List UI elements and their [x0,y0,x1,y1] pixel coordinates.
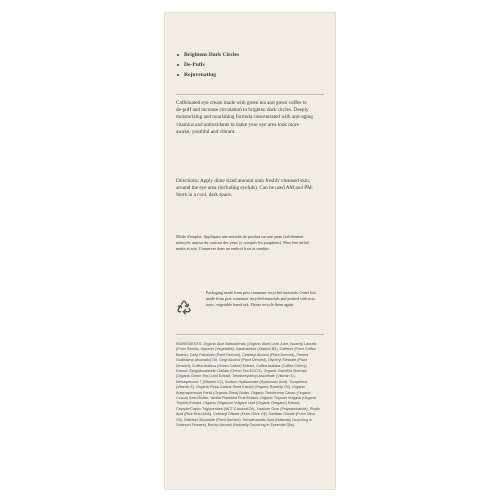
recycle-icon [176,299,192,315]
description-text: Caffeinated eye cream made with green tea and green coffee to de-puff and increase circulation to brighten dark circles. Deeply moisturizing and nourishing formula concentrated with anti-aging vitamins and antioxidants to make your eye area look more awake, youthful and vibrant. [176,100,313,135]
divider [176,334,324,335]
product-panel [164,12,336,490]
ingredients-text: INGREDIENTS: Organic Aloe Barbadensis (Organic Aloe) Leaf Juice, Isoamyl Laurate (From Seeds), Glycerin (Vegetable), Niacinamide (Vitamin B3), Caffeine (From Coffee Beans), Cetyl Palmitate (Plant Derived), Cetearyl Alcohol (Plant Derived), Persea Gratissima (Avocado) Oil, Cetyl Alcohol (Plant Derived), Glyceryl Stearate (Plant Derived), Coffea Arabica (Green Coffee) Extract, Coffea Arabica (Coffee Cherry) Extract, Epigallocatechin Gallate (Green Tea EGCG), Organic Camellia Sinensis (Organic Green Tea) Leaf Extract, Tetrahexyldecyl Ascorbate (Vitamin C), Menaquinone-7 (Vitamin K2), Sodium Hyaluronate (Hyaluronic Acid), Tocopherol (Vitamin E), Organic Rosa Canina Seed Extract (Organic Rosehip Oil), Organic Butyrospermum Parkii (Organic Shea) Butter, Organic Theobroma Cacao (Organic Cocoa) Seed Butter, Vanilla Planifolia Fruit Extract, Organic Thymus Vulgaris (Organic Thyme) Extract, Organic Origanum Vulgare Leaf (Organic Oregano) Extract, Caprylic/Capric Triglycerides (MCT Coconut Oil), Xanthan Gum (Polysaccharide), Phytic Acid (Rice Bran AHA), Cetearyl Olivate (From Olive Oil), Sorbitan Olivate (From Olive Oil), Cetearyl Glucoside (Plant Derived), Dehydroacetic Acid (Naturally Occurring in Solanum Flowers), Benzyl Alcohol (Naturally Occurring in Essential Oils) [176,342,320,428]
divider [176,94,324,95]
directions-french-text: Mode d'emploi: Appliquez une noisette de produit sur une peau fraîchement nettoyée, autour du contour des yeux (y compris les paupières). Peut être utilisé matin et soir. Conserver dans un endroit frais et sombre. [176,234,310,251]
benefits-list [176,50,239,80]
benefit-item: De-Puffs [176,60,239,70]
benefit-item: Rejuvenating [176,70,239,80]
benefit-item: Brightens Dark Circles [176,50,239,60]
recycling-section [176,290,324,332]
directions-text: Directions: Apply dime sized amount onto freshly cleansed skin, around the eye area (including eyelids). Can be used AM and PM. Store in a cool, dark space. [176,178,313,199]
packaging-text: Packaging made from post consumer recycled materials. Outer box made from post consumer recycled materials and printed with non toxic, vegetable based ink. Please recycle them again. [206,290,317,307]
